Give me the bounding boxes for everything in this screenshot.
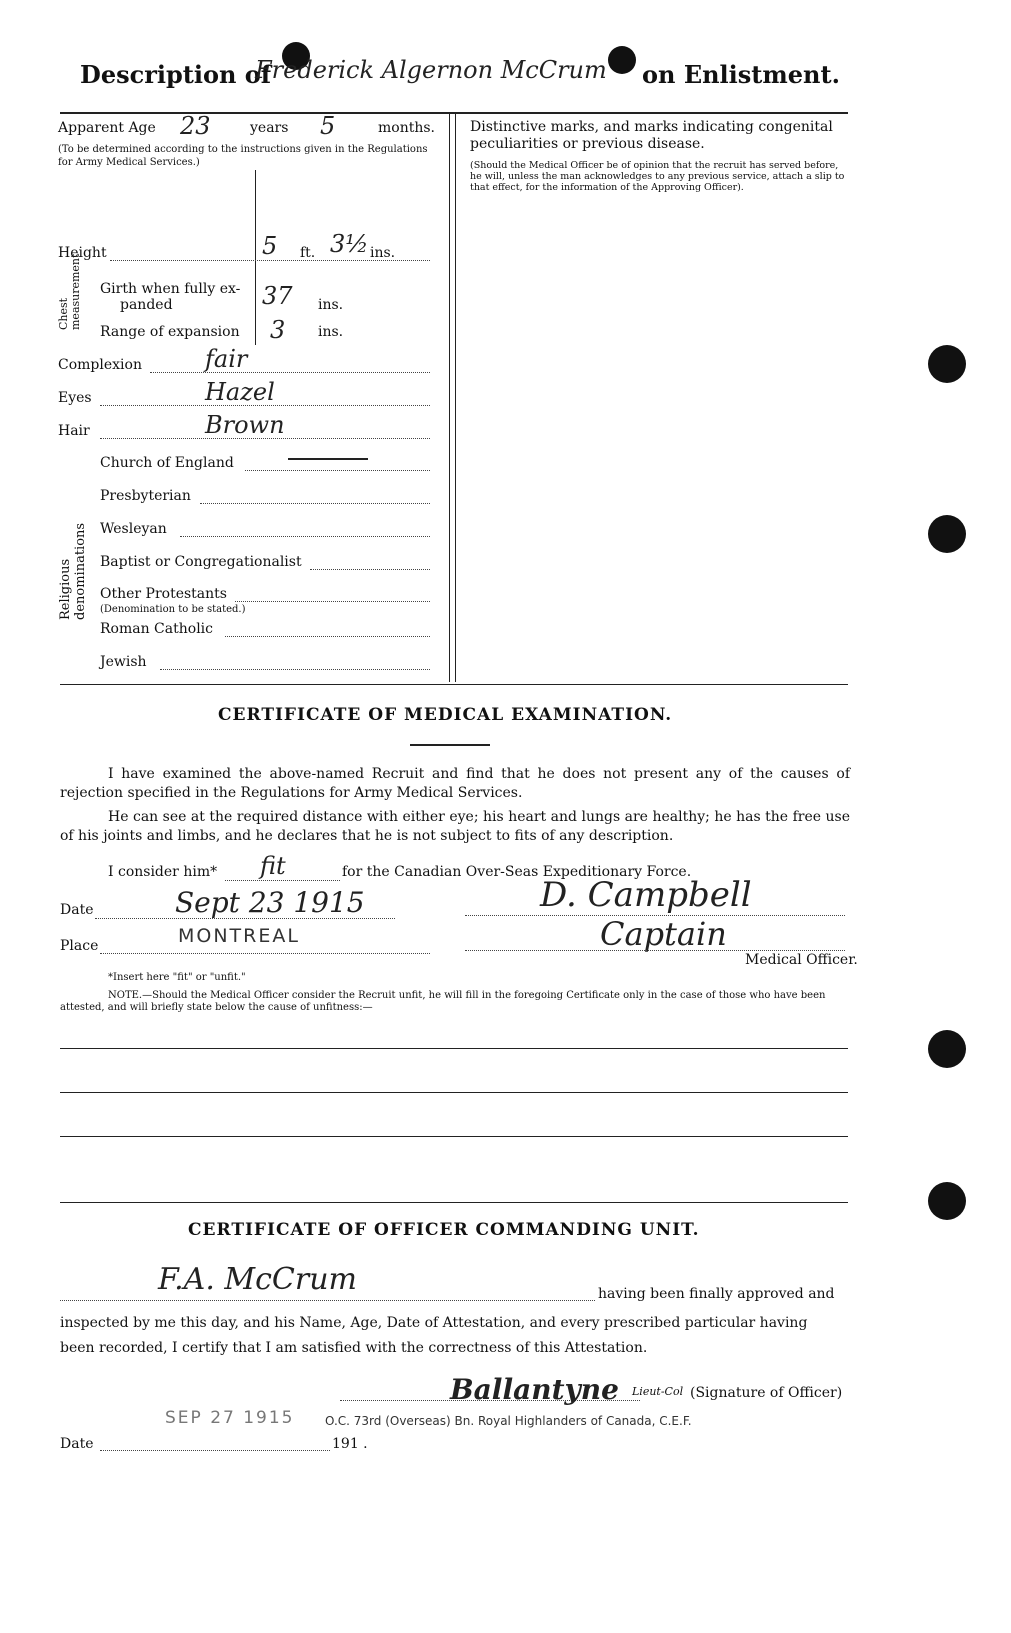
commanding-officer-signature: Ballantyne (450, 1373, 619, 1406)
unfitness-line (60, 1048, 848, 1049)
height-inches: 3½ (330, 230, 369, 258)
unfitness-line (60, 1136, 848, 1137)
dotted-line (160, 669, 430, 670)
medical-officer-signature: D. Campbell (540, 875, 752, 915)
dotted-line (465, 950, 845, 951)
religion-roman-catholic: Roman Catholic (100, 621, 213, 637)
received-date-stamp: SEP 27 1915 (165, 1408, 295, 1428)
unfitness-note: NOTE.—Should the Medical Officer consider the Recruit unfit, he will fill in the foregoing Certificate only in the case of those who have been attested, and will briefly state below the cause of unfitness:— (60, 990, 826, 1013)
insert-note: *Insert here "fit" or "unfit." (108, 972, 246, 983)
dotted-line (225, 636, 430, 637)
other-note: (Denomination to be stated.) (100, 604, 246, 615)
dotted-line (310, 569, 430, 570)
dotted-line (200, 503, 430, 504)
chest-label: Chest measurement (57, 253, 82, 330)
months-label: months. (378, 120, 435, 136)
date-label: Date (60, 902, 94, 918)
height-label: Height (58, 245, 107, 261)
girth-label-2: panded (120, 297, 173, 313)
place-label: Place (60, 938, 99, 954)
dotted-line (465, 915, 845, 916)
unfitness-line (60, 1202, 848, 1203)
hair-value: Brown (205, 411, 285, 439)
complexion-label: Complexion (58, 357, 142, 373)
medical-officer-label: Medical Officer. (745, 952, 858, 968)
complexion-value: fair (205, 345, 248, 373)
dotted-line (150, 372, 430, 373)
recruit-signature-name: F.A. McCrum (158, 1262, 357, 1297)
dotted-line (100, 405, 430, 406)
divider (410, 744, 490, 746)
range-unit: ins. (318, 324, 344, 340)
signature-label: (Signature of Officer) (690, 1385, 843, 1401)
unit-stamp: O.C. 73rd (Overseas) Bn. Royal Highlanders of Canada, C.E.F. (325, 1414, 692, 1428)
commanding-officer-rank: Lieut-Col (632, 1385, 684, 1398)
unfitness-line (60, 1092, 848, 1093)
rule (60, 112, 848, 114)
punch-hole (928, 515, 966, 553)
dotted-line (100, 1450, 330, 1451)
range-label: Range of expansion (100, 324, 240, 340)
years-label: years (250, 120, 289, 136)
medical-certificate-title: CERTIFICATE OF MEDICAL EXAMINATION. (218, 705, 673, 725)
consider-label: I consider him* (108, 864, 218, 880)
age-years: 23 (180, 112, 211, 140)
punch-hole (928, 1030, 966, 1068)
religion-baptist: Baptist or Congregationalist (100, 554, 302, 570)
religion-label: Religious denominations (58, 522, 88, 620)
girth-value: 37 (262, 282, 293, 310)
column-divider (449, 112, 450, 682)
approval-text-3: been recorded, I certify that I am satisfied with the correctness of this Attestation. (60, 1340, 648, 1356)
dotted-line (100, 438, 430, 439)
approval-text-1: having been finally approved and (598, 1286, 835, 1302)
column-divider (455, 112, 456, 682)
marks-note: (Should the Medical Officer be of opinion that the recruit has served before, he will, unless the man acknowledges to any previous service, attach a slip to that effect, for the information of the Approving Officer). (470, 160, 845, 193)
ft-label: ft. (300, 245, 316, 261)
age-label: Apparent Age (58, 120, 156, 136)
religion-mark (288, 458, 368, 460)
fitness-value: fit (260, 852, 286, 880)
dotted-line (225, 880, 340, 881)
religion-jewish: Jewish (100, 654, 147, 670)
dotted-line (245, 470, 430, 471)
dotted-line (180, 536, 430, 537)
religion-wesleyan: Wesleyan (100, 521, 167, 537)
header-suffix: on Enlistment. (642, 60, 840, 89)
date-suffix: 191 . (332, 1436, 368, 1452)
eyes-value: Hazel (205, 378, 275, 406)
date-label-bottom: Date (60, 1436, 94, 1452)
age-months: 5 (320, 112, 336, 140)
height-feet: 5 (262, 232, 278, 260)
force-label: for the Canadian Over-Seas Expeditionary Force. (342, 864, 692, 880)
age-note: (To be determined according to the instructions given in the Regulations for Army Medical Services.) (58, 144, 428, 168)
commanding-certificate-title: CERTIFICATE OF OFFICER COMMANDING UNIT. (188, 1220, 700, 1240)
religion-other: Other Protestants (100, 586, 227, 602)
hair-label: Hair (58, 423, 90, 439)
religion-church-of-england: Church of England (100, 455, 234, 471)
punch-hole (608, 46, 636, 74)
marks-heading: Distinctive marks, and marks indicating congenital peculiarities or previous disease. (470, 119, 833, 152)
punch-hole (928, 1182, 966, 1220)
ins-label: ins. (370, 245, 396, 261)
dotted-line (235, 601, 430, 602)
medical-para-2: He can see at the required distance with either eye; his heart and lungs are healthy; he has the free use of his joints and limbs, and he declares that he is not subject to fits of any description. (60, 809, 850, 844)
medical-officer-rank: Captain (600, 915, 727, 953)
exam-place: MONTREAL (178, 925, 300, 947)
eyes-label: Eyes (58, 390, 92, 406)
dotted-line (60, 1300, 595, 1301)
approval-text-2: inspected by me this day, and his Name, Age, Date of Attestation, and every prescribed particular having (60, 1315, 808, 1331)
column-divider (255, 170, 256, 345)
range-value: 3 (270, 316, 286, 344)
rule (60, 684, 848, 685)
exam-date: Sept 23 1915 (175, 886, 365, 919)
recruit-name: Frederick Algernon McCrum (255, 56, 607, 84)
medical-para-1: I have examined the above-named Recruit and find that he does not present any of the causes of rejection specified in the Regulations for Army Medical Services. (60, 766, 850, 801)
header-prefix: Description of (80, 60, 272, 89)
girth-unit: ins. (318, 297, 344, 313)
dotted-line (95, 918, 395, 919)
dotted-line (100, 953, 430, 954)
punch-hole (928, 345, 966, 383)
religion-presbyterian: Presbyterian (100, 488, 191, 504)
girth-label: Girth when fully ex- (100, 281, 241, 297)
